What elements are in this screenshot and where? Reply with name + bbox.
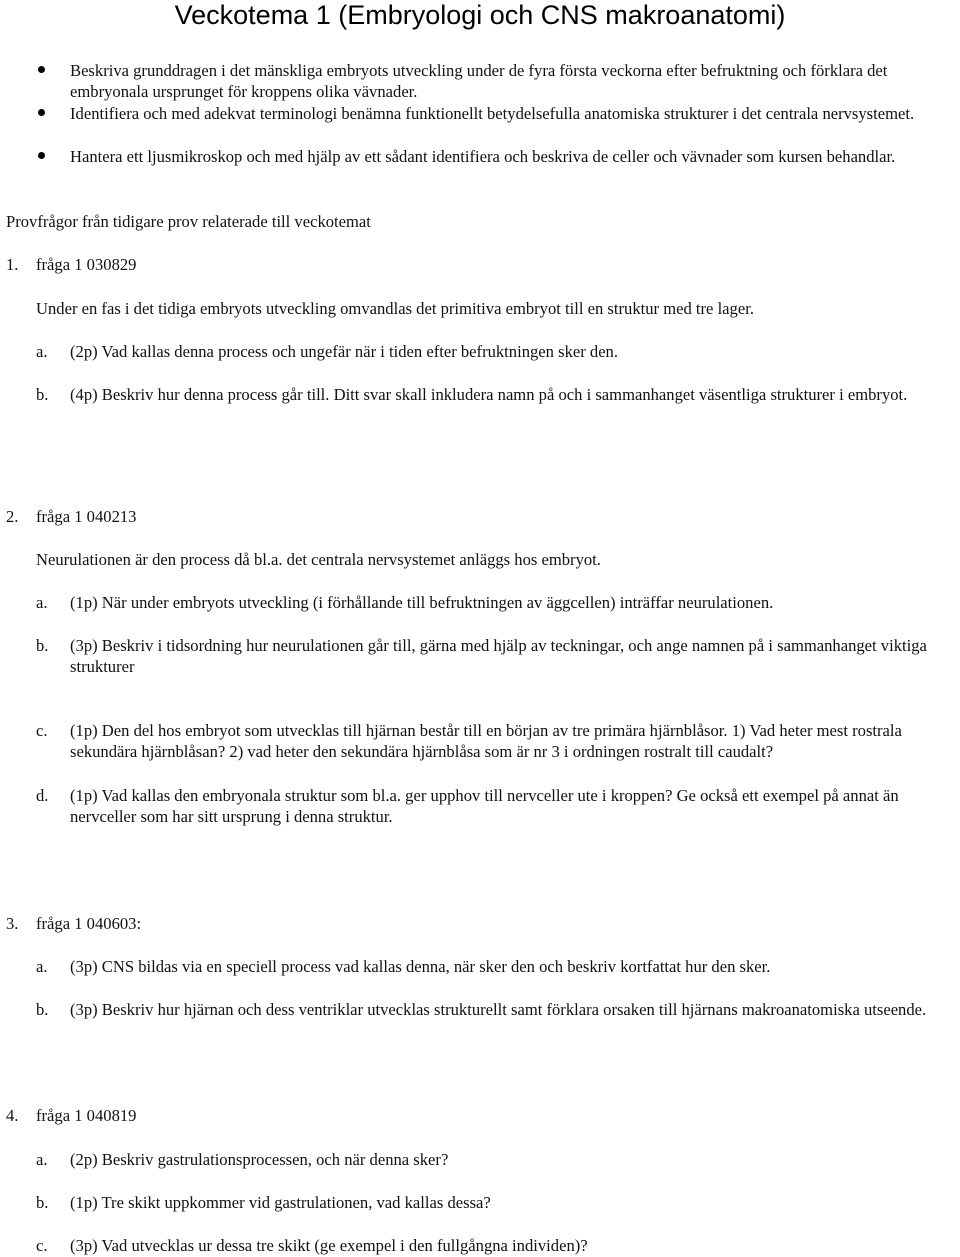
question-title: fråga 1 040213 (36, 507, 137, 526)
part-text: (3p) Beskriv i tidsordning hur neurulationen går till, gärna med hjälp av teckningar, och ange namnen på i sammanhanget viktiga strukturer (70, 636, 927, 676)
question-number: 2. (6, 507, 19, 526)
part-letter: a. (36, 342, 48, 361)
question-title: fråga 1 040603: (36, 914, 142, 933)
part-text: (2p) Beskriv gastrulationsprocessen, och när denna sker? (70, 1150, 449, 1169)
part-text: (4p) Beskriv hur denna process går till. Ditt svar skall inkludera namn på och i sammanhanget väsentliga strukturer i embryot. (70, 385, 908, 404)
part-text: (1p) Den del hos embryot som utvecklas till hjärnan består till en början av tre primära hjärnblåsor. 1) Vad heter mest rostrala sekundära hjärnblåsan? 2) vad heter den sekundära hjärnblåsa som är nr 3 i ordningen rostralt till caudalt? (70, 721, 902, 761)
question-number: 3. (6, 914, 19, 933)
section-heading: Provfrågor från tidigare prov relaterade till veckotemat (6, 212, 371, 231)
part-text: (3p) Beskriv hur hjärnan och dess ventriklar utvecklas strukturellt samt förklara orsaken till hjärnans makroanatomiska utseende. (70, 1000, 927, 1019)
question-intro: Neurulationen är den process då bl.a. det centrala nervsystemet anläggs hos embryot. (36, 550, 601, 569)
page-title: Veckotema 1 (Embryologi och CNS makroanatomi) (174, 0, 786, 30)
part-letter: b. (36, 385, 49, 404)
question-title: fråga 1 030829 (36, 255, 137, 274)
part-letter: a. (36, 1150, 48, 1169)
part-text: (2p) Vad kallas denna process och ungefär när i tiden efter befruktningen sker den. (70, 342, 619, 361)
part-letter: a. (36, 593, 48, 612)
question-title: fråga 1 040819 (36, 1106, 137, 1125)
part-text: (3p) Vad utvecklas ur dessa tre skikt (ge exempel i den fullgångna individen)? (70, 1236, 588, 1255)
objective-item: Identifiera och med adekvat terminologi benämna funktionellt betydelsefulla anatomiska strukturer i det centrala nervsystemet. (70, 104, 915, 123)
question-intro: Under en fas i det tidiga embryots utveckling omvandlas det primitiva embryot till en struktur med tre lager. (36, 299, 754, 318)
question-number: 4. (6, 1106, 19, 1125)
part-text: (3p) CNS bildas via en speciell process vad kallas denna, när sker den och beskriv kortfattat hur den sker. (70, 957, 771, 976)
part-text: (1p) Tre skikt uppkommer vid gastrulationen, vad kallas dessa? (70, 1193, 491, 1212)
part-letter: a. (36, 957, 48, 976)
bullet-icon (38, 109, 45, 116)
bullet-icon (38, 152, 45, 159)
objective-item: Hantera ett ljusmikroskop och med hjälp av ett sådant identifiera och beskriva de celler och vävnader som kursen behandlar. (70, 147, 896, 166)
question-number: 1. (6, 255, 19, 274)
objective-item: Beskriva grunddragen i det mänskliga embryots utveckling under de fyra första veckorna efter befruktning och förklara det embryonala ursprunget för kroppens olika vävnader. (70, 61, 888, 101)
part-letter: b. (36, 1193, 49, 1212)
part-letter: c. (36, 1236, 48, 1255)
bullet-icon (38, 66, 45, 73)
part-letter: b. (36, 636, 49, 655)
part-letter: c. (36, 721, 48, 740)
part-letter: b. (36, 1000, 49, 1019)
part-letter: d. (36, 786, 49, 805)
part-text: (1p) Vad kallas den embryonala struktur som bl.a. ger upphov till nervceller ute i kroppen? Ge också ett exempel på annat än nervceller som har sitt ursprung i denna struktur. (70, 786, 899, 826)
part-text: (1p) När under embryots utveckling (i förhållande till befruktningen av äggcellen) inträffar neurulationen. (70, 593, 774, 612)
